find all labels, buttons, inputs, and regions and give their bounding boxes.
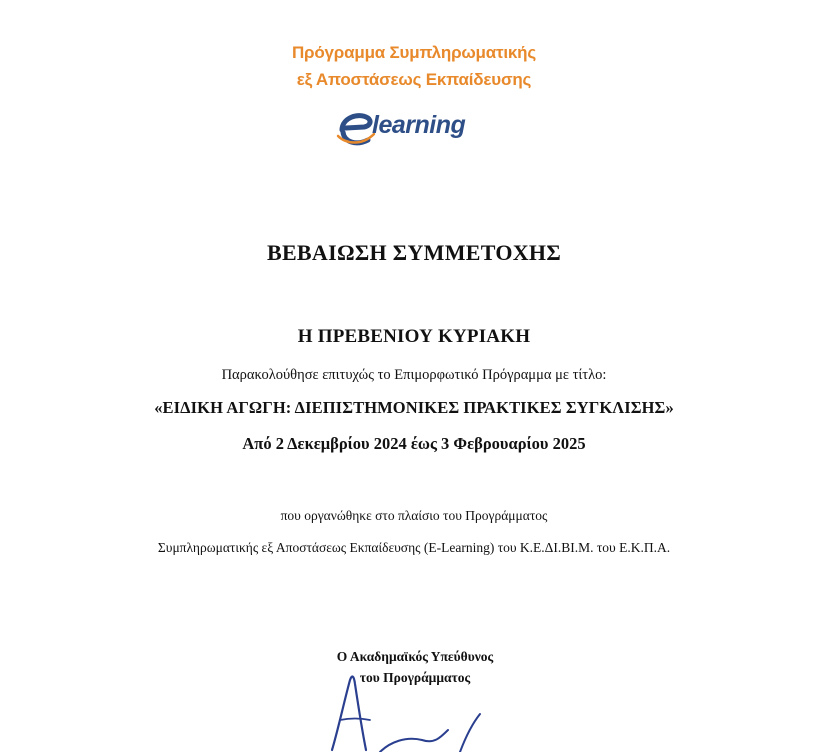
attended-statement: Παρακολούθησε επιτυχώς το Επιμορφωτικό Πρόγραμμα με τίτλο: (221, 367, 607, 383)
signature-line-2: του Προγράμματος (359, 670, 471, 685)
certificate-title: ΒΕΒΑΙΩΣΗ ΣΥΜΜΕΤΟΧΗΣ (266, 240, 562, 265)
recipient-name: Η ΠΡΕΒΕΝΙΟΥ ΚΥΡΙΑΚΗ (297, 326, 531, 347)
elearning-logo-text: learning (372, 111, 466, 139)
program-full-name: Συμπληρωματικής εξ Αποστάσεως Εκπαίδευσης (E-Learning) του Κ.Ε.ΔΙ.ΒΙ.Μ. του Ε.Κ.Π.Α. (157, 540, 671, 555)
program-title: «ΕΙΔΙΚΗ ΑΓΩΓΗ: ΔΙΕΠΙΣΤΗΜΟΝΙΚΕΣ ΠΡΑΚΤΙΚΕΣ ΣΥΓΚΛΙΣΗΣ» (154, 398, 674, 417)
program-name-line-2: εξ Αποστάσεως Εκπαίδευσης (296, 70, 532, 89)
elearning-e-icon (336, 106, 376, 152)
organized-statement: που οργανώθηκε στο πλαίσιο του Προγράμματος (280, 508, 548, 523)
elearning-logo (336, 106, 496, 152)
signature-caption (300, 646, 530, 688)
signature-line-1: Ο Ακαδημαϊκός Υπεύθυνος (336, 649, 494, 664)
program-dates: Από 2 Δεκεμβρίου 2024 έως 3 Φεβρουαρίου 2025 (242, 434, 586, 453)
program-name-line-1: Πρόγραμμα Συμπληρωματικής (291, 43, 537, 62)
